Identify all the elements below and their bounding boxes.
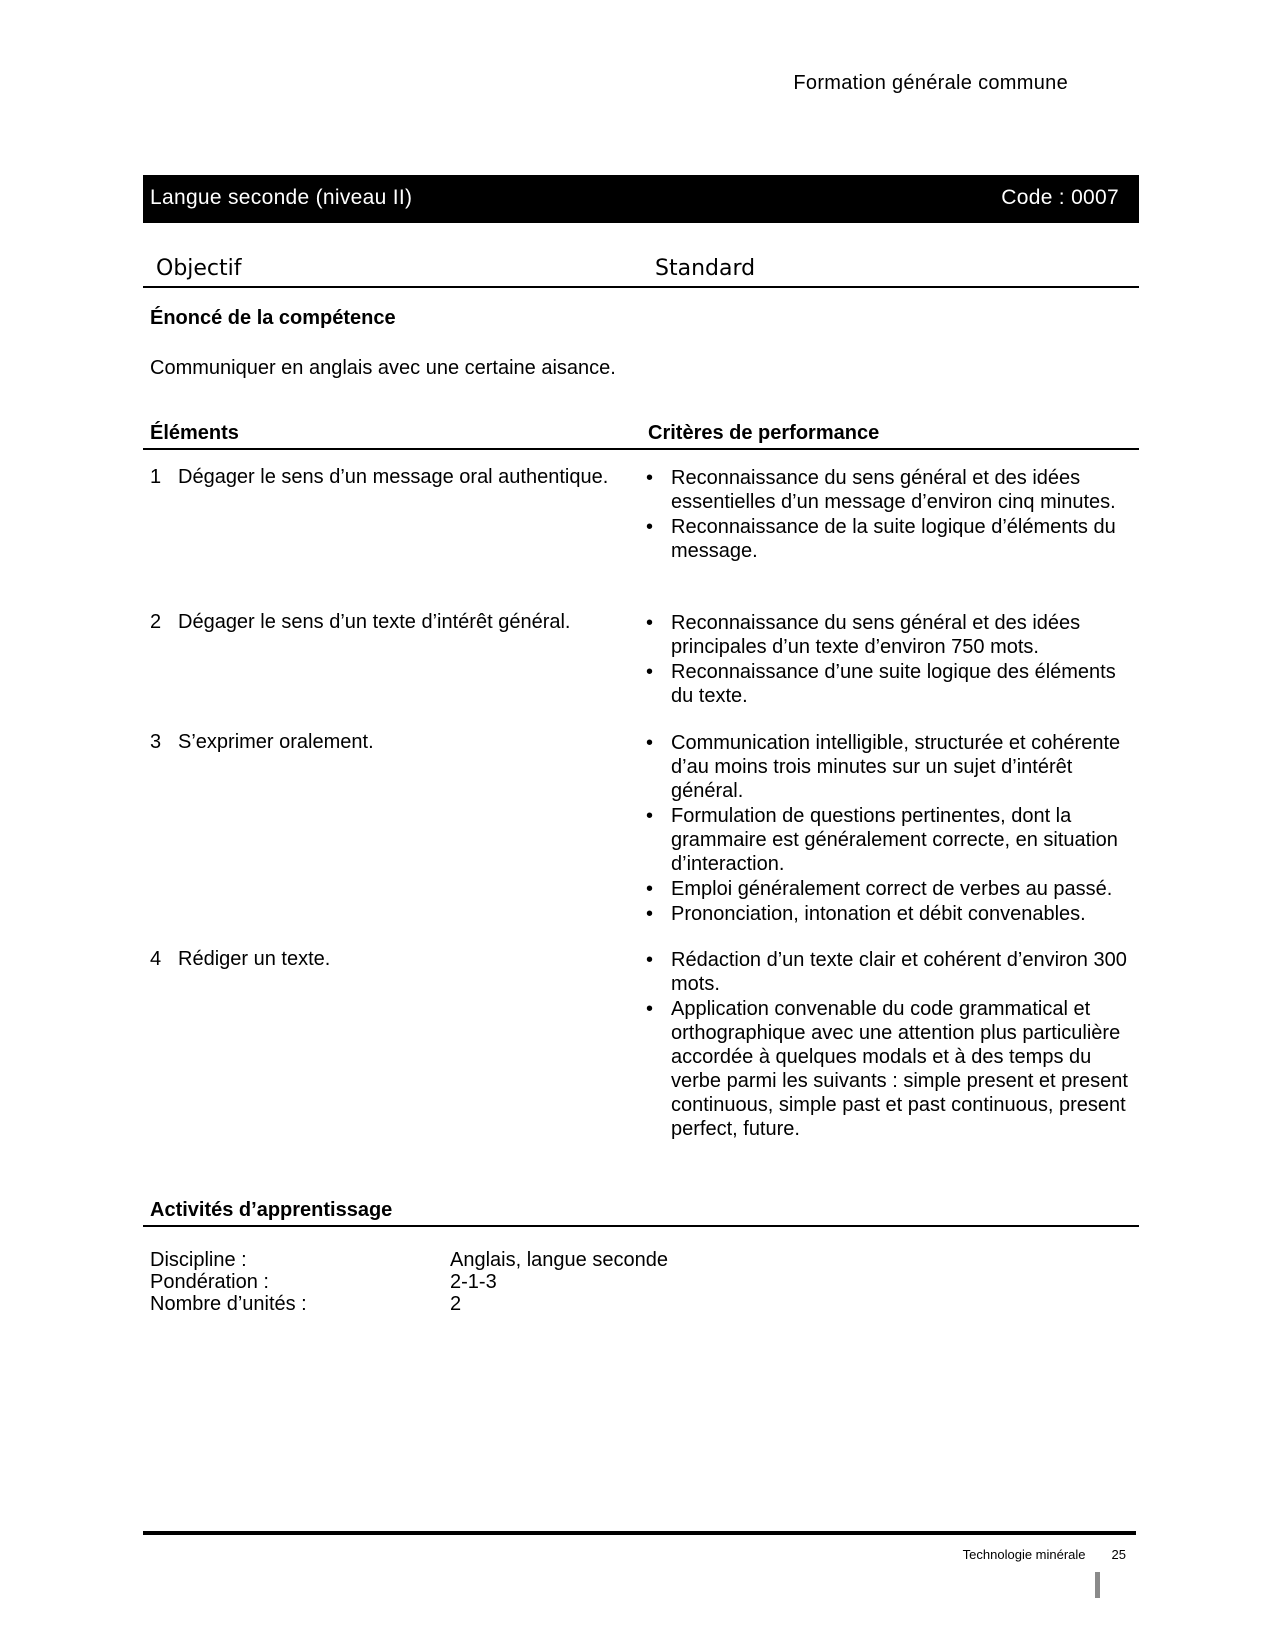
element-text: Dégager le sens d’un message oral authentique. — [178, 466, 609, 488]
footer-divider — [143, 1531, 1136, 1535]
element-row-2 — [150, 611, 570, 634]
criterion: • Reconnaissance du sens général et des idées principales d’un texte d’environ 750 mots. — [645, 611, 1140, 659]
criterion: • Reconnaissance de la suite logique d’éléments du message. — [645, 515, 1140, 563]
table-header — [143, 420, 1139, 450]
objective-standard-row — [143, 252, 1139, 288]
criterion: • Application convenable du code grammatical et orthographique avec une attention plus particulière accordée à quelques modals et à des temps du verbe parmi les suivants : simple present et present continuous, simple past et past continuous, present perfect, future. — [645, 997, 1140, 1141]
standard-label: Standard — [655, 256, 756, 281]
criterion: • Rédaction d’un texte clair et cohérent d’environ 300 mots. — [645, 948, 1140, 996]
criterion: • Formulation de questions pertinentes, dont la grammaire est généralement correcte, en situation d’interaction. — [645, 804, 1140, 876]
footer — [963, 1547, 1126, 1562]
element-number: 1 — [150, 466, 162, 488]
criterion: • Prononciation, intonation et débit convenables. — [645, 902, 1140, 926]
course-code: Code : 0007 — [1001, 186, 1119, 209]
element-number: 4 — [150, 948, 162, 970]
criterion: • Emploi généralement correct de verbes au passé. — [645, 877, 1140, 901]
unites-value: 2 — [450, 1293, 462, 1315]
criteria-list-4 — [645, 948, 1140, 1142]
enonce-text: Communiquer en anglais avec une certaine aisance. — [150, 357, 616, 379]
activites-heading: Activités d’apprentissage — [150, 1199, 393, 1221]
activites-header — [143, 1197, 1139, 1227]
elements-heading: Éléments — [150, 422, 239, 444]
criteria-list-3 — [645, 731, 1140, 927]
discipline-value: Anglais, langue seconde — [450, 1249, 668, 1271]
element-text: Dégager le sens d’un texte d’intérêt général. — [178, 611, 571, 633]
page-number: 25 — [1111, 1547, 1126, 1562]
element-text: Rédiger un texte. — [178, 948, 331, 970]
running-header: Formation générale commune — [793, 72, 1068, 94]
ponderation-value: 2-1-3 — [450, 1271, 497, 1293]
course-title: Langue seconde (niveau II) — [150, 186, 413, 209]
discipline-label: Discipline : — [150, 1249, 247, 1271]
element-row-3 — [150, 731, 374, 754]
objectif-label: Objectif — [156, 256, 242, 281]
element-number: 2 — [150, 611, 162, 633]
unites-label: Nombre d’unités : — [150, 1293, 307, 1315]
footer-marker — [1095, 1572, 1100, 1598]
footer-program: Technologie minérale — [962, 1547, 1086, 1562]
enonce-heading: Énoncé de la compétence — [150, 307, 396, 329]
element-row-1 — [150, 466, 608, 489]
criterion: • Communication intelligible, structurée et cohérente d’au moins trois minutes sur un sujet d’intérêt général. — [645, 731, 1140, 803]
element-row-4 — [150, 948, 330, 971]
course-title-bar — [143, 175, 1139, 223]
criterion: • Reconnaissance d’une suite logique des éléments du texte. — [645, 660, 1140, 708]
criterion: • Reconnaissance du sens général et des idées essentielles d’un message d’environ cinq minutes. — [645, 466, 1140, 514]
element-text: S’exprimer oralement. — [178, 731, 374, 753]
ponderation-label: Pondération : — [150, 1271, 269, 1293]
element-number: 3 — [150, 731, 162, 753]
criteres-heading: Critères de performance — [648, 422, 880, 444]
criteria-list-2 — [645, 611, 1140, 709]
criteria-list-1 — [645, 466, 1140, 564]
